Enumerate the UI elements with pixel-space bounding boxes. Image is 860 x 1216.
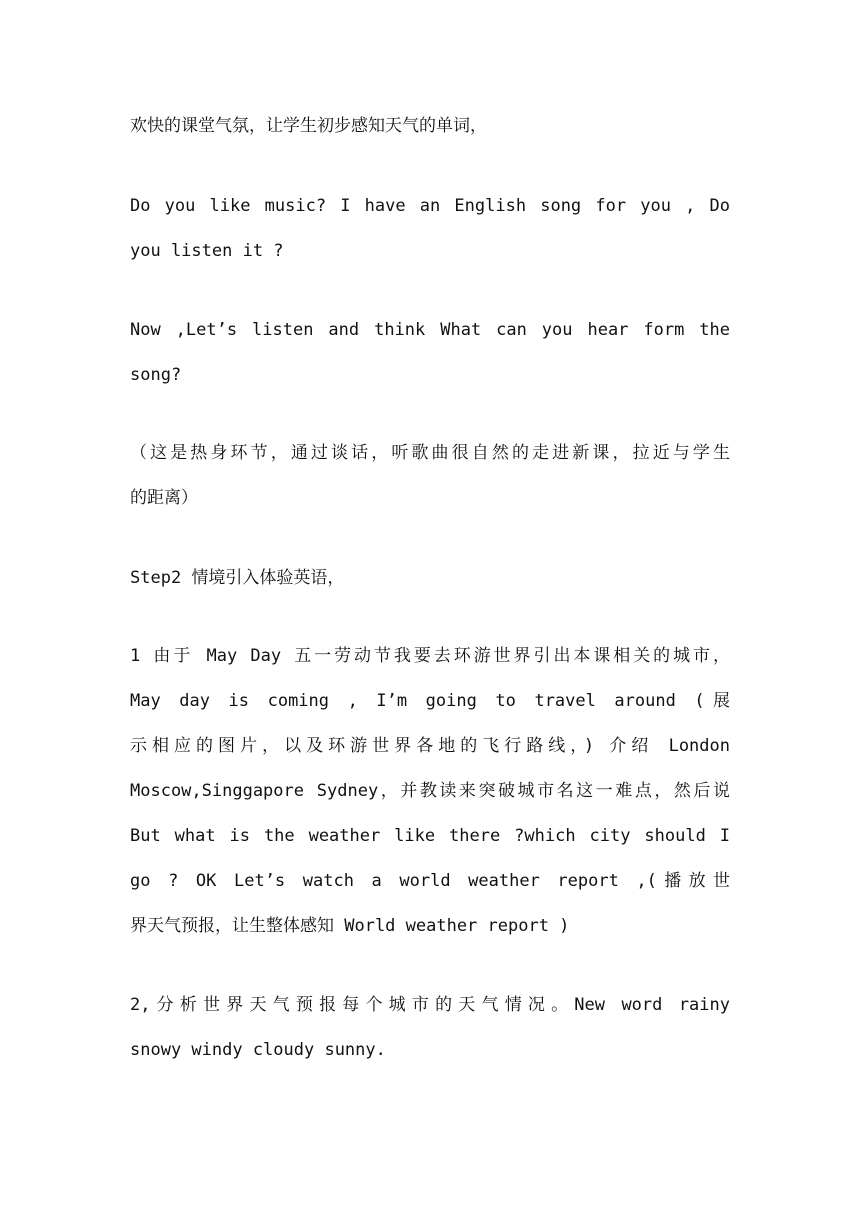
text-line: 的距离） xyxy=(130,488,198,508)
text-line: song? xyxy=(130,365,182,385)
paragraph-intro-atmosphere xyxy=(130,104,730,149)
text-line: （这是热身环节，通过谈话，听歌曲很自然的走进新课，拉近与学生 xyxy=(130,443,730,463)
paragraph-music-question xyxy=(130,184,730,274)
text-line: But what is the weather like there ?which city should I xyxy=(130,826,730,846)
text-line: Moscow,Singgapore Sydney，并教读来突破城市名这一难点，然后说 xyxy=(130,781,730,801)
text-line: 2,分析世界天气预报每个城市的天气情况。New word rainy xyxy=(130,995,730,1015)
text-line: May day is coming , I’m going to travel around (展 xyxy=(130,691,730,711)
text-line: go ? OK Let’s watch a world weather report ,(播放世 xyxy=(130,871,730,891)
text-line: you listen it ? xyxy=(130,241,284,261)
text-line: Now ,Let’s listen and think What can you hear form the xyxy=(130,320,730,340)
text-line: Do you like music? I have an English song for you , Do xyxy=(130,196,730,216)
text-line: 示相应的图片，以及环游世界各地的飞行路线，) 介绍 London xyxy=(130,736,730,756)
paragraph-warmup-note xyxy=(130,431,730,521)
paragraph-step2-heading xyxy=(130,556,730,601)
text-line: 欢快的课堂气氛，让学生初步感知天气的单词， xyxy=(130,116,487,136)
text-line: 界天气预报，让生整体感知 World weather report ) xyxy=(130,916,570,936)
paragraph-weather-words xyxy=(130,983,730,1073)
text-line: snowy windy cloudy sunny. xyxy=(130,1040,386,1060)
paragraph-listen-think xyxy=(130,308,730,398)
text-line: Step2 情境引入体验英语， xyxy=(130,568,345,588)
text-line: 1 由于 May Day 五一劳动节我要去环游世界引出本课相关的城市， xyxy=(130,646,730,666)
paragraph-may-day-travel xyxy=(130,634,730,949)
